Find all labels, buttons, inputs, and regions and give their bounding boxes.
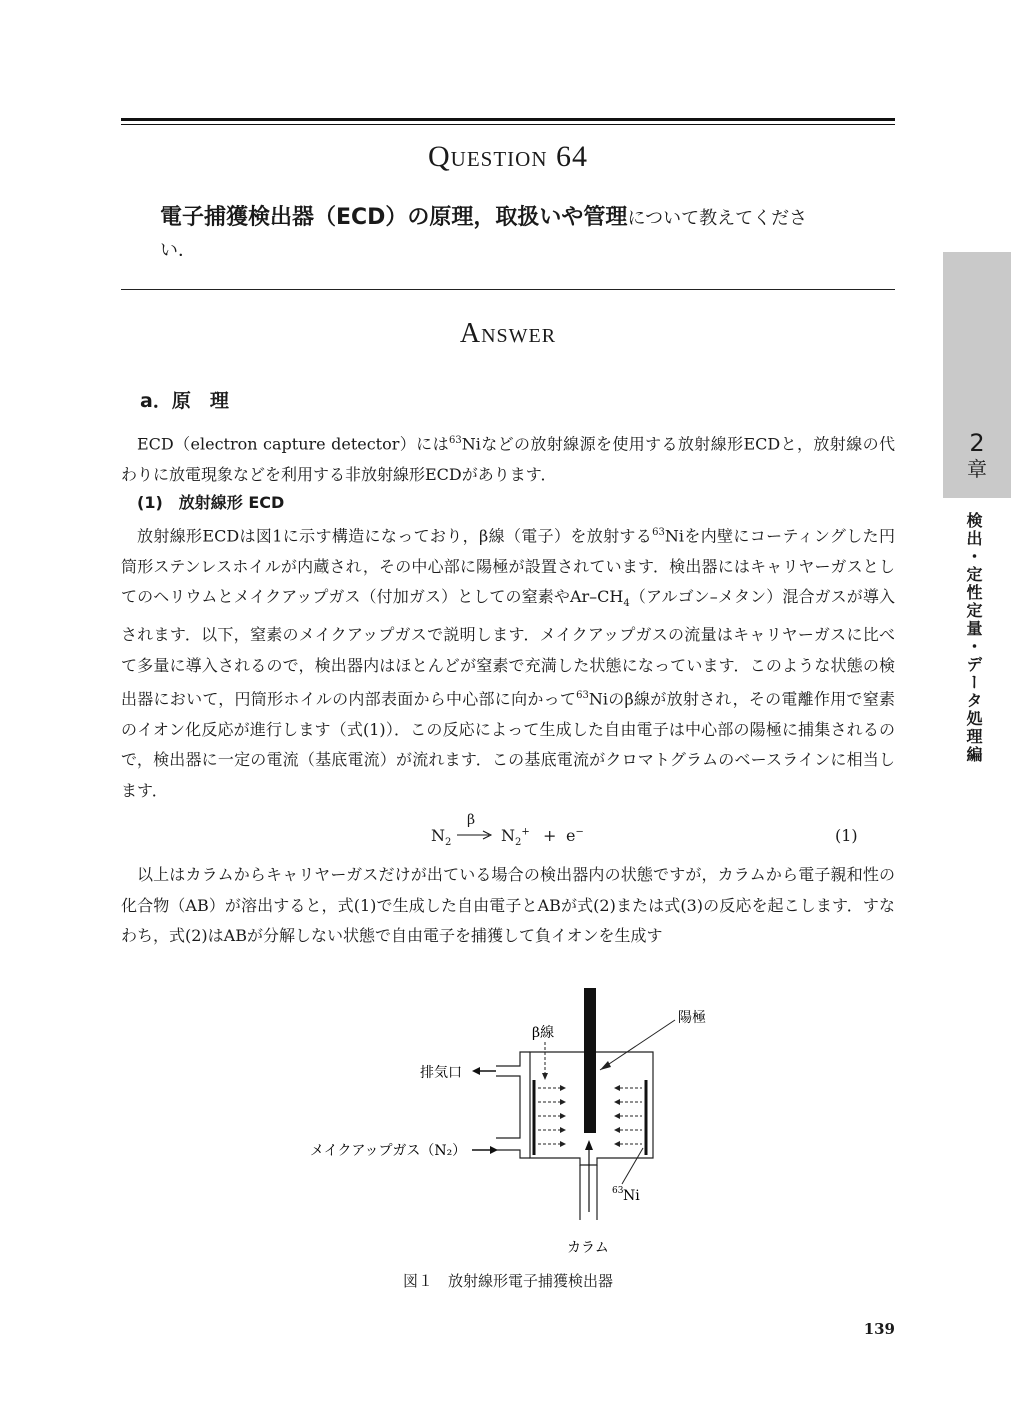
- question-text: [160, 202, 860, 267]
- label-makeup-gas: メイクアップガス（N₂）: [310, 1143, 467, 1159]
- paragraph-1: [121, 426, 895, 490]
- beta-arrowheads-right: [614, 1085, 620, 1147]
- figure-caption: 図１ 放射線形電子捕獲検出器: [402, 1272, 613, 1290]
- chapter-char: 章: [967, 457, 987, 481]
- para2-d: Niのβ線が放射され，その電離作用で窒素のイオン化反応が進行します（式(1)）．この反応によって生成した自由電子は中心部の陽極に捕集されるので，検出器に一定の電流（基底電流）が流れます．この基底電流がクロマトグラムのベースラインに相当します．: [121, 689, 895, 800]
- para2-sub1: 4: [623, 598, 630, 610]
- label-ni: Ni: [623, 1188, 640, 1204]
- eq-rhs2-sup: −: [575, 826, 584, 838]
- anode-pointer-head: [600, 1061, 611, 1070]
- label-exhaust: 排気口: [420, 1065, 462, 1081]
- detector-left-wall: [496, 1052, 530, 1158]
- chapter-label-vertical: 検出・定性定量・データ処理編: [964, 512, 983, 764]
- beta-arrows-left: [538, 1088, 560, 1144]
- beta-arrows-right: [620, 1088, 642, 1144]
- question-rest-text: について教えてくださ: [627, 208, 808, 229]
- beta-pointer-head: [542, 1073, 548, 1080]
- eq-rhs1-n: N: [501, 826, 515, 845]
- top-rule-thin: [121, 124, 895, 125]
- answer-title: Answer: [459, 318, 557, 349]
- eq-lhs-sub: 2: [445, 837, 452, 849]
- eq-rhs2-e: e: [566, 826, 576, 845]
- chapter-number-digit: 2: [969, 429, 985, 457]
- para2-sup2: 63: [576, 690, 589, 702]
- para1-sup: 63: [448, 435, 462, 446]
- page-number: 139: [863, 1320, 895, 1338]
- para2-c: （アルゴン–メタン）混合ガスが導入されます．以下，窒素のメイクアップガスで説明します．メイクアップガスの流量はキャリヤーガスに比べて多量に導入されるので，検出器内はほとんどが窒素で充満した状態になっています．このような状態の検出器において，円筒形ホイルの内部表面から中心部に向かって: [121, 587, 895, 709]
- label-column: カラム: [567, 1240, 609, 1255]
- eq-rhs1: [501, 826, 530, 848]
- question-divider: [121, 289, 895, 290]
- eq-lhs-n: N: [431, 826, 445, 845]
- chapter-number: [943, 430, 1011, 482]
- equation-1: [121, 812, 895, 852]
- para1-post: Niなどの放射線源を使用する放射線形ECDと，放射線の代わりに放電現象などを利用する非放射線形ECDがあります．: [121, 434, 895, 484]
- para2-a: 放射線形ECDは図1に示す構造になっており，β線（電子）を放射する: [137, 526, 653, 546]
- section-heading-a: a．原 理: [140, 390, 229, 412]
- eq-arrow-label: β: [467, 812, 476, 828]
- eq-lhs: [431, 826, 451, 848]
- eq-rhs1-sub: 2: [515, 837, 522, 849]
- anode-rod: [584, 988, 596, 1133]
- subheading-radioactive-ecd: (1) 放射線形 ECD: [137, 493, 285, 512]
- para2-sup1: 63: [652, 527, 665, 538]
- exhaust-arrowhead: [472, 1067, 480, 1075]
- question-title: [121, 140, 895, 174]
- ni-pointer: [622, 1148, 643, 1184]
- label-beta: β線: [532, 1025, 555, 1041]
- top-rule-thick: [121, 118, 895, 121]
- paragraph-2: [121, 518, 895, 806]
- eq-number: (1): [835, 826, 858, 845]
- makeup-arrowhead: [490, 1146, 498, 1154]
- column-flow-arrowhead: [585, 1140, 593, 1150]
- question-bold-text: 電子捕獲検出器（ECD）の原理，取扱いや管理: [160, 205, 628, 230]
- para2-b: Niを内壁にコーティングした円筒形ステンレスホイルが内蔵され，その中心部に陽極が設置されています．検出器にはキャリヤーガスとしてのヘリウムとメイクアップガス（付加ガス）としての窒素やAr–CH: [121, 526, 895, 607]
- paragraph-3: 以上はカラムからキャリヤーガスだけが出ている場合の検出器内の状態ですが，カラムから電子親和性の化合物（AB）が溶出すると，式(1)で生成した自由電子とABが式(2)または式(3)の反応を起こします．すなわち，式(2)はABが分解しない状態で自由電子を捕獲して負イオンを生成す: [121, 865, 895, 945]
- figure-ecd-diagram: [300, 980, 720, 1255]
- anode-pointer: [600, 1020, 675, 1070]
- beta-arrowheads-left: [560, 1085, 566, 1147]
- eq-arrow: [457, 828, 495, 842]
- label-anode: 陽極: [678, 1010, 706, 1026]
- eq-rhs2: [566, 826, 584, 845]
- eq-rhs1-sup: +: [521, 826, 530, 838]
- question-line2: い．: [160, 240, 196, 261]
- para1-pre: ECD（electron capture detector）には: [137, 434, 449, 454]
- label-ni-sup: 63: [612, 1186, 624, 1196]
- question-label: Question 64: [428, 140, 588, 173]
- eq-plus: +: [543, 826, 557, 845]
